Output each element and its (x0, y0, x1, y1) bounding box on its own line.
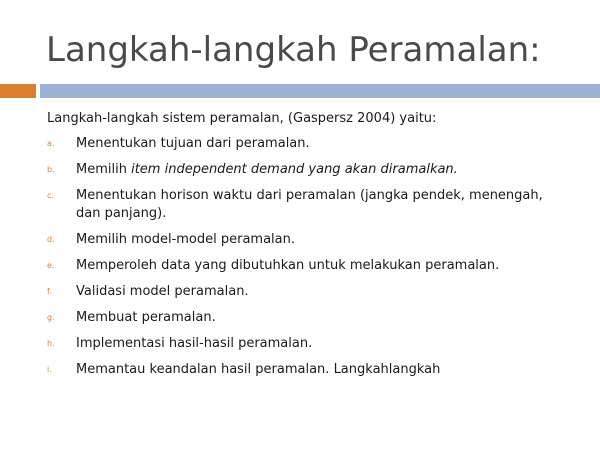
list-item-text: Membuat peramalan. (76, 310, 216, 325)
list-item-text: Memilih model-model peramalan. (76, 232, 296, 247)
list-item-text: Implementasi hasil-hasil peramalan. (76, 336, 313, 351)
accent-bar-orange (0, 84, 36, 98)
list-item-text-italic: item independent demand yang akan diramalkan. (131, 162, 458, 177)
list-item (47, 257, 567, 275)
list-item (47, 187, 567, 223)
list-marker: c. (47, 191, 54, 200)
list-item (47, 231, 567, 249)
list-marker: g. (47, 313, 55, 322)
list-item-text (76, 161, 567, 179)
list-marker: i. (47, 365, 52, 374)
list-item (47, 161, 567, 179)
slide-title: Langkah-langkah Peramalan: (46, 30, 541, 70)
intro-text: Langkah-langkah sistem peramalan, (Gaspersz 2004) yaitu: (47, 111, 437, 126)
list-item-text: Menentukan horison waktu dari peramalan (jangka pendek, menengah, dan panjang). (76, 188, 543, 221)
list-marker: f. (47, 287, 52, 296)
accent-bar-blue (40, 84, 600, 98)
list-item (47, 361, 567, 379)
list-item-text-plain: Memilih (76, 162, 132, 177)
list-marker: a. (47, 139, 55, 148)
list-item (47, 309, 567, 327)
list-marker: d. (47, 235, 55, 244)
list-marker: b. (47, 165, 55, 174)
steps-list (47, 135, 567, 387)
list-item-text: Menentukan tujuan dari peramalan. (76, 136, 310, 151)
list-item (47, 335, 567, 353)
list-item-text: Validasi model peramalan. (76, 284, 249, 299)
list-item (47, 135, 567, 153)
list-marker: e. (47, 261, 55, 270)
list-item (47, 283, 567, 301)
list-item-text: Memantau keandalan hasil peramalan. Langkahlangkah (76, 362, 441, 377)
list-marker: h. (47, 339, 55, 348)
list-item-text: Memperoleh data yang dibutuhkan untuk melakukan peramalan. (76, 258, 500, 273)
